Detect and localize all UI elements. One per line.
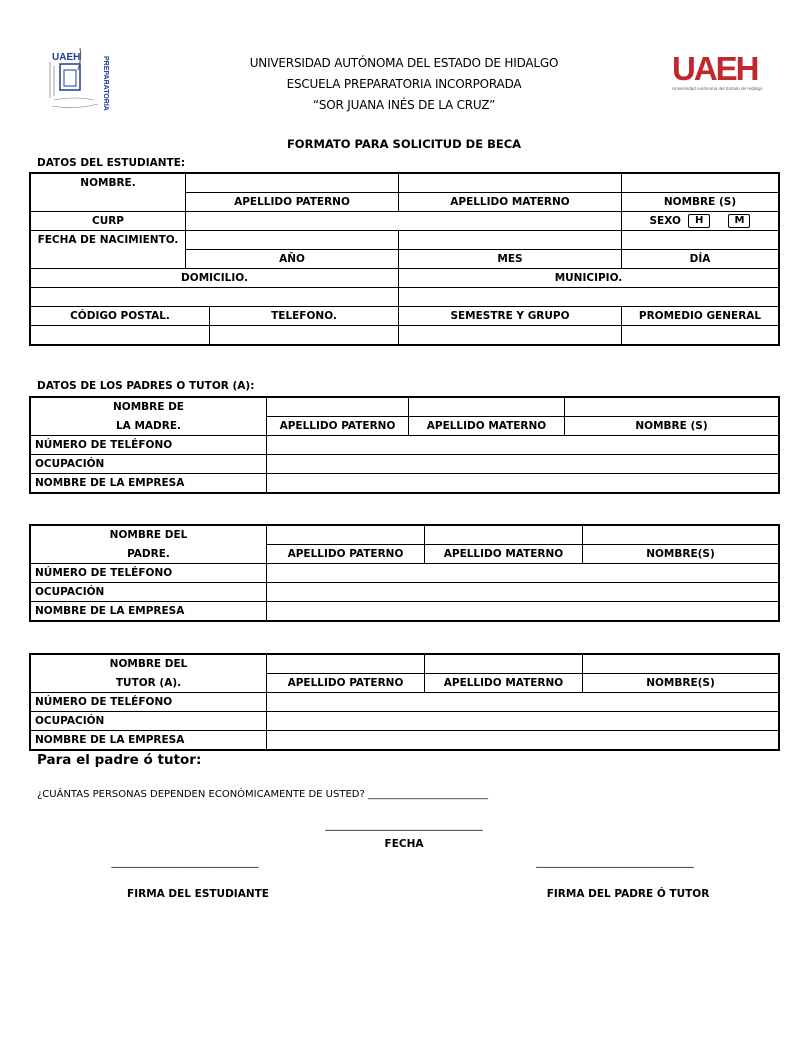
mother-company-label: NOMBRE DE LA EMPRESA <box>31 474 267 493</box>
average-label: PROMEDIO GENERAL <box>622 307 779 326</box>
curp-field[interactable] <box>186 212 622 231</box>
mother-occupation-label: OCUPACIÓN <box>31 455 267 474</box>
mother-nombres-label: NOMBRE (S) <box>565 417 779 436</box>
father-label-2: PADRE. <box>31 545 267 564</box>
birth-year-field[interactable] <box>186 231 399 250</box>
mother-phone-field[interactable] <box>267 436 779 455</box>
tutor-table <box>30 654 779 750</box>
postal-code-label: CÓDIGO POSTAL. <box>31 307 210 326</box>
father-apellido-paterno-field[interactable] <box>267 526 425 545</box>
tutor-occupation-field[interactable] <box>267 712 779 731</box>
mother-phone-label: NÚMERO DE TELÉFONO <box>31 436 267 455</box>
average-field[interactable] <box>622 326 779 345</box>
birth-month-field[interactable] <box>399 231 622 250</box>
apellido-paterno-label: APELLIDO PATERNO <box>186 193 399 212</box>
month-label: MES <box>399 250 622 269</box>
father-phone-label: NÚMERO DE TELÉFONO <box>31 564 267 583</box>
tutor-nombres-label: NOMBRE(S) <box>583 674 779 693</box>
father-apellido-materno-field[interactable] <box>425 526 583 545</box>
father-apellido-materno-label: APELLIDO MATERNO <box>425 545 583 564</box>
nombres-field[interactable] <box>622 174 779 193</box>
postal-code-field[interactable] <box>31 326 210 345</box>
student-signature-line[interactable]: ____________________________ <box>111 856 259 868</box>
mother-apellido-materno-field[interactable] <box>409 398 565 417</box>
phone-field[interactable] <box>210 326 399 345</box>
mother-apellido-paterno-field[interactable] <box>267 398 409 417</box>
father-phone-field[interactable] <box>267 564 779 583</box>
mother-label-2: LA MADRE. <box>31 417 267 436</box>
date-line[interactable]: ______________________________ <box>325 819 483 831</box>
university-logo-text: UAEH <box>672 50 758 87</box>
school-name: ESCUELA PREPARATORIA INCORPORADA <box>286 77 522 91</box>
university-logo-caption: Universidad Autónoma del Estado de Hidalgo <box>672 86 763 91</box>
mother-label-1: NOMBRE DE <box>31 398 267 417</box>
mother-company-field[interactable] <box>267 474 779 493</box>
tutor-apellido-materno-field[interactable] <box>425 655 583 674</box>
student-section-title: DATOS DEL ESTUDIANTE: <box>37 157 186 169</box>
father-nombres-field[interactable] <box>583 526 779 545</box>
nombres-label: NOMBRE (S) <box>622 193 779 212</box>
municipality-label: MUNICIPIO. <box>399 269 779 288</box>
school-motto: “SOR JUANA INÉS DE LA CRUZ” <box>312 98 496 112</box>
day-label: DÍA <box>622 250 779 269</box>
tutor-company-label: NOMBRE DE LA EMPRESA <box>31 731 267 750</box>
tutor-label-1: NOMBRE DEL <box>31 655 267 674</box>
father-occupation-label: OCUPACIÓN <box>31 583 267 602</box>
mother-apellido-paterno-label: APELLIDO PATERNO <box>267 417 409 436</box>
municipality-field[interactable] <box>399 288 779 307</box>
parent-signature-label: FIRMA DEL PADRE Ó TUTOR <box>546 888 710 900</box>
apellido-paterno-field[interactable] <box>186 174 399 193</box>
father-apellido-paterno-label: APELLIDO PATERNO <box>267 545 425 564</box>
father-occupation-field[interactable] <box>267 583 779 602</box>
school-logo-text: UAEH <box>52 52 81 63</box>
student-table <box>30 173 779 345</box>
father-company-field[interactable] <box>267 602 779 621</box>
parent-signature-line[interactable]: ______________________________ <box>536 856 694 868</box>
year-label: AÑO <box>186 250 399 269</box>
university-name: UNIVERSIDAD AUTÓNOMA DEL ESTADO DE HIDALGO <box>249 56 559 70</box>
sexo-cell <box>622 212 779 231</box>
tutor-apellido-materno-label: APELLIDO MATERNO <box>425 674 583 693</box>
mother-occupation-field[interactable] <box>267 455 779 474</box>
birth-label: FECHA DE NACIMIENTO. <box>31 231 186 250</box>
apellido-materno-label: APELLIDO MATERNO <box>399 193 622 212</box>
curp-label: CURP <box>31 212 186 231</box>
sexo-label: SEXO <box>649 215 681 227</box>
parents-section-title: DATOS DE LOS PADRES O TUTOR (A): <box>37 380 255 392</box>
for-parent-heading: Para el padre ó tutor: <box>37 752 202 768</box>
address-field[interactable] <box>31 288 399 307</box>
dependents-question[interactable]: ¿CUÁNTAS PERSONAS DEPENDEN ECONÓMICAMENTE DE USTED? ________________________ <box>37 789 488 800</box>
birth-day-field[interactable] <box>622 231 779 250</box>
address-label: DOMICILIO. <box>31 269 399 288</box>
school-logo-side-text: PREPARATORIA <box>102 56 109 111</box>
tutor-label-2: TUTOR (A). <box>31 674 267 693</box>
father-company-label: NOMBRE DE LA EMPRESA <box>31 602 267 621</box>
tutor-company-field[interactable] <box>267 731 779 750</box>
tutor-occupation-label: OCUPACIÓN <box>31 712 267 731</box>
sexo-h-checkbox[interactable]: H <box>688 214 710 228</box>
student-signature-label: FIRMA DEL ESTUDIANTE <box>127 888 269 900</box>
mother-apellido-materno-label: APELLIDO MATERNO <box>409 417 565 436</box>
tutor-phone-label: NÚMERO DE TELÉFONO <box>31 693 267 712</box>
tutor-apellido-paterno-field[interactable] <box>267 655 425 674</box>
school-logo <box>44 40 116 116</box>
apellido-materno-field[interactable] <box>399 174 622 193</box>
father-nombres-label: NOMBRE(S) <box>583 545 779 564</box>
phone-label: TELEFONO. <box>210 307 399 326</box>
name-label: NOMBRE. <box>31 174 186 193</box>
sexo-m-checkbox[interactable]: M <box>728 214 750 228</box>
date-label: FECHA <box>384 838 424 850</box>
mother-nombres-field[interactable] <box>565 398 779 417</box>
father-table <box>30 525 779 621</box>
university-logo <box>672 52 768 94</box>
tutor-apellido-paterno-label: APELLIDO PATERNO <box>267 674 425 693</box>
tutor-phone-field[interactable] <box>267 693 779 712</box>
form-title: FORMATO PARA SOLICITUD DE BECA <box>286 137 522 151</box>
mother-table <box>30 397 779 493</box>
tutor-nombres-field[interactable] <box>583 655 779 674</box>
semester-label: SEMESTRE Y GRUPO <box>399 307 622 326</box>
father-label-1: NOMBRE DEL <box>31 526 267 545</box>
semester-field[interactable] <box>399 326 622 345</box>
